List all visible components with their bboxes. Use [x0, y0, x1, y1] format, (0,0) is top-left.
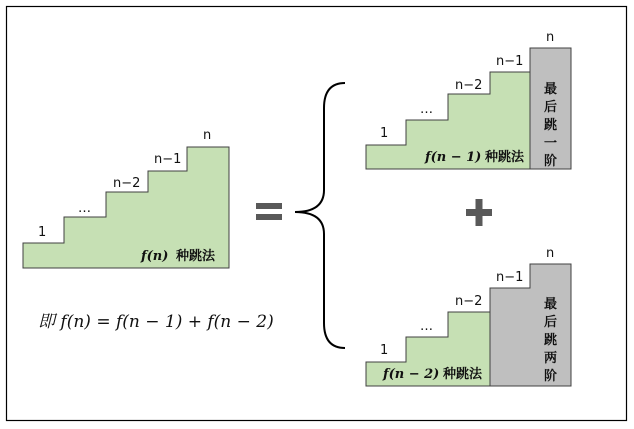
- left-label-1: 1: [38, 225, 47, 240]
- equals-icon: [256, 203, 282, 220]
- top-last-step-char-5: 阶: [544, 154, 558, 169]
- bottom-label-n-2: n−2: [455, 294, 483, 309]
- bottom-caption-math: f(n − 2): [383, 367, 440, 382]
- top-caption-math: f(n − 1): [425, 150, 482, 165]
- bottom-right-staircase: [366, 246, 571, 386]
- top-right-staircase: [366, 30, 571, 169]
- left-label-dots: …: [78, 201, 91, 216]
- top-last-step-char-4: 一: [544, 136, 558, 151]
- left-label-n-2: n−2: [113, 176, 141, 191]
- plus-icon: [466, 199, 492, 226]
- left-caption-math: f(n): [141, 249, 169, 264]
- top-last-step-char-2: 后: [544, 100, 558, 115]
- top-last-step-char-1: 最: [544, 82, 558, 97]
- left-caption-text: 种跳法: [176, 249, 216, 264]
- top-label-1: 1: [380, 126, 389, 141]
- bottom-label-n-1: n−1: [496, 270, 524, 285]
- top-label-n-2: n−2: [455, 78, 483, 93]
- bottom-last-step-char-5: 阶: [544, 369, 558, 384]
- curly-brace-icon: [295, 83, 345, 348]
- bottom-label-n: n: [546, 246, 555, 261]
- bottom-label-dots: …: [420, 319, 433, 334]
- top-label-n: n: [546, 30, 555, 45]
- top-label-n-1: n−1: [496, 54, 524, 69]
- left-staircase: [23, 128, 229, 268]
- bottom-last-step-char-1: 最: [544, 297, 558, 312]
- bottom-last-step-char-3: 跳: [544, 333, 558, 348]
- bottom-caption-text: 种跳法: [443, 367, 483, 382]
- top-last-step-char-3: 跳: [544, 118, 558, 133]
- left-label-n-1: n−1: [154, 152, 182, 167]
- top-caption-text: 种跳法: [485, 150, 525, 165]
- bottom-last-step-char-4: 两: [544, 351, 558, 366]
- bottom-last-step-char-2: 后: [544, 315, 558, 330]
- left-label-n: n: [203, 128, 212, 143]
- top-label-dots: …: [420, 102, 433, 117]
- recurrence-formula: 即 f(n) = f(n − 1) + f(n − 2): [38, 312, 274, 332]
- bottom-label-1: 1: [380, 343, 389, 358]
